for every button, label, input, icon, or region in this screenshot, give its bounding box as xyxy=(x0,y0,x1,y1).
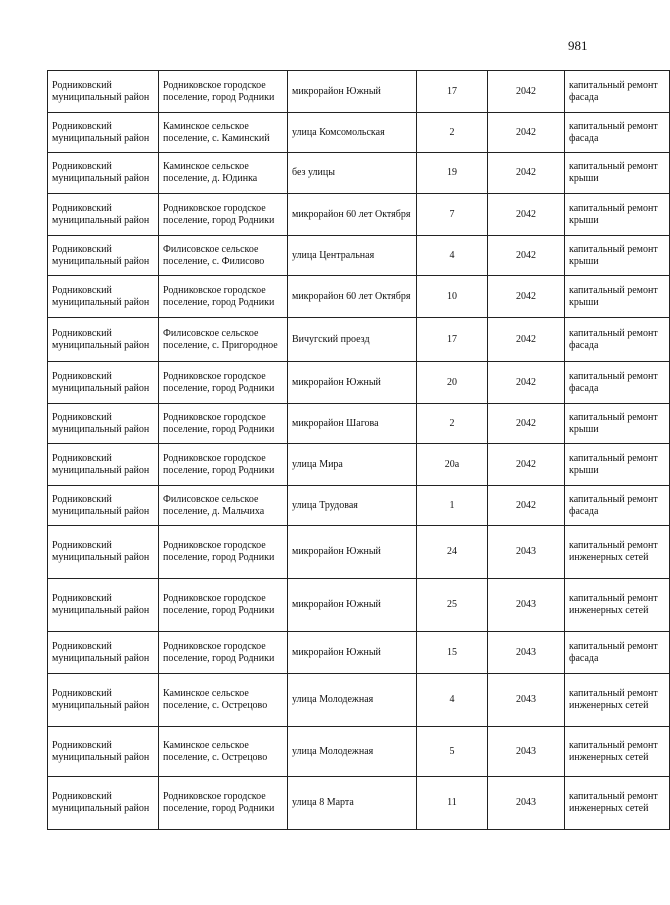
settlement-cell: Родниковское городское поселение, город Родники xyxy=(159,404,288,444)
table-row xyxy=(48,579,670,632)
work-type-cell: капитальный ремонт крыши xyxy=(565,276,670,318)
street-cell: улица Трудовая xyxy=(288,486,417,526)
district-cell: Родниковский муниципальный район xyxy=(48,727,159,777)
work-type-cell: капитальный ремонт фасада xyxy=(565,71,670,113)
street-cell: улица Комсомольская xyxy=(288,113,417,153)
year-cell: 2043 xyxy=(488,727,565,777)
district-cell: Родниковский муниципальный район xyxy=(48,362,159,404)
table-row xyxy=(48,727,670,777)
district-cell: Родниковский муниципальный район xyxy=(48,674,159,727)
year-cell: 2042 xyxy=(488,362,565,404)
house-number-cell: 17 xyxy=(417,318,488,362)
table-row xyxy=(48,194,670,236)
year-cell: 2042 xyxy=(488,486,565,526)
district-cell: Родниковский муниципальный район xyxy=(48,194,159,236)
district-cell: Родниковский муниципальный район xyxy=(48,444,159,486)
year-cell: 2042 xyxy=(488,113,565,153)
house-number-cell: 10 xyxy=(417,276,488,318)
table-row xyxy=(48,362,670,404)
house-number-cell: 25 xyxy=(417,579,488,632)
district-cell: Родниковский муниципальный район xyxy=(48,486,159,526)
house-number-cell: 2 xyxy=(417,404,488,444)
house-number-cell: 4 xyxy=(417,236,488,276)
settlement-cell: Родниковское городское поселение, город Родники xyxy=(159,71,288,113)
settlement-cell: Каминское сельское поселение, с. Острецово xyxy=(159,727,288,777)
street-cell: без улицы xyxy=(288,153,417,194)
work-type-cell: капитальный ремонт крыши xyxy=(565,153,670,194)
district-cell: Родниковский муниципальный район xyxy=(48,632,159,674)
house-number-cell: 5 xyxy=(417,727,488,777)
table-row xyxy=(48,71,670,113)
repair-schedule-table xyxy=(47,70,670,830)
house-number-cell: 24 xyxy=(417,526,488,579)
house-number-cell: 7 xyxy=(417,194,488,236)
work-type-cell: капитальный ремонт фасада xyxy=(565,362,670,404)
settlement-cell: Филисовское сельское поселение, с. Филисово xyxy=(159,236,288,276)
work-type-cell: капитальный ремонт инженерных сетей xyxy=(565,674,670,727)
work-type-cell: капитальный ремонт крыши xyxy=(565,194,670,236)
work-type-cell: капитальный ремонт фасада xyxy=(565,632,670,674)
table-row xyxy=(48,318,670,362)
year-cell: 2042 xyxy=(488,444,565,486)
street-cell: микрорайон 60 лет Октября xyxy=(288,194,417,236)
year-cell: 2042 xyxy=(488,194,565,236)
settlement-cell: Родниковское городское поселение, город Родники xyxy=(159,579,288,632)
table-row xyxy=(48,113,670,153)
settlement-cell: Родниковское городское поселение, город Родники xyxy=(159,194,288,236)
street-cell: микрорайон Южный xyxy=(288,71,417,113)
street-cell: микрорайон Южный xyxy=(288,632,417,674)
settlement-cell: Филисовское сельское поселение, д. Мальчиха xyxy=(159,486,288,526)
table-row xyxy=(48,276,670,318)
year-cell: 2043 xyxy=(488,526,565,579)
settlement-cell: Родниковское городское поселение, город Родники xyxy=(159,444,288,486)
settlement-cell: Родниковское городское поселение, город Родники xyxy=(159,362,288,404)
year-cell: 2043 xyxy=(488,777,565,830)
house-number-cell: 2 xyxy=(417,113,488,153)
year-cell: 2042 xyxy=(488,318,565,362)
street-cell: микрорайон 60 лет Октября xyxy=(288,276,417,318)
district-cell: Родниковский муниципальный район xyxy=(48,153,159,194)
district-cell: Родниковский муниципальный район xyxy=(48,777,159,830)
house-number-cell: 19 xyxy=(417,153,488,194)
house-number-cell: 11 xyxy=(417,777,488,830)
year-cell: 2042 xyxy=(488,276,565,318)
settlement-cell: Каминское сельское поселение, с. Острецово xyxy=(159,674,288,727)
district-cell: Родниковский муниципальный район xyxy=(48,276,159,318)
table-row xyxy=(48,444,670,486)
year-cell: 2042 xyxy=(488,236,565,276)
table-row xyxy=(48,236,670,276)
house-number-cell: 20а xyxy=(417,444,488,486)
settlement-cell: Каминское сельское поселение, д. Юдинка xyxy=(159,153,288,194)
street-cell: микрорайон Шагова xyxy=(288,404,417,444)
year-cell: 2043 xyxy=(488,674,565,727)
work-type-cell: капитальный ремонт крыши xyxy=(565,444,670,486)
district-cell: Родниковский муниципальный район xyxy=(48,236,159,276)
settlement-cell: Родниковское городское поселение, город Родники xyxy=(159,276,288,318)
settlement-cell: Каминское сельское поселение, с. Каминский xyxy=(159,113,288,153)
table-row xyxy=(48,404,670,444)
settlement-cell: Родниковское городское поселение, город Родники xyxy=(159,632,288,674)
street-cell: микрорайон Южный xyxy=(288,579,417,632)
work-type-cell: капитальный ремонт инженерных сетей xyxy=(565,579,670,632)
table-body xyxy=(48,71,670,830)
work-type-cell: капитальный ремонт крыши xyxy=(565,404,670,444)
table-row xyxy=(48,674,670,727)
work-type-cell: капитальный ремонт фасада xyxy=(565,486,670,526)
settlement-cell: Филисовское сельское поселение, с. Пригородное xyxy=(159,318,288,362)
page-number: 981 xyxy=(568,38,588,53)
year-cell: 2043 xyxy=(488,632,565,674)
house-number-cell: 1 xyxy=(417,486,488,526)
street-cell: улица Центральная xyxy=(288,236,417,276)
year-cell: 2043 xyxy=(488,579,565,632)
year-cell: 2042 xyxy=(488,153,565,194)
year-cell: 2042 xyxy=(488,71,565,113)
street-cell: микрорайон Южный xyxy=(288,526,417,579)
house-number-cell: 20 xyxy=(417,362,488,404)
work-type-cell: капитальный ремонт инженерных сетей xyxy=(565,526,670,579)
district-cell: Родниковский муниципальный район xyxy=(48,579,159,632)
table-row xyxy=(48,486,670,526)
district-cell: Родниковский муниципальный район xyxy=(48,404,159,444)
district-cell: Родниковский муниципальный район xyxy=(48,526,159,579)
district-cell: Родниковский муниципальный район xyxy=(48,71,159,113)
house-number-cell: 4 xyxy=(417,674,488,727)
year-cell: 2042 xyxy=(488,404,565,444)
work-type-cell: капитальный ремонт фасада xyxy=(565,113,670,153)
street-cell: улица Мира xyxy=(288,444,417,486)
street-cell: улица Молодежная xyxy=(288,674,417,727)
table-row xyxy=(48,632,670,674)
work-type-cell: капитальный ремонт инженерных сетей xyxy=(565,727,670,777)
district-cell: Родниковский муниципальный район xyxy=(48,113,159,153)
house-number-cell: 15 xyxy=(417,632,488,674)
district-cell: Родниковский муниципальный район xyxy=(48,318,159,362)
table-row xyxy=(48,526,670,579)
table-row xyxy=(48,777,670,830)
work-type-cell: капитальный ремонт инженерных сетей xyxy=(565,777,670,830)
street-cell: микрорайон Южный xyxy=(288,362,417,404)
work-type-cell: капитальный ремонт крыши xyxy=(565,236,670,276)
street-cell: улица Молодежная xyxy=(288,727,417,777)
settlement-cell: Родниковское городское поселение, город Родники xyxy=(159,777,288,830)
house-number-cell: 17 xyxy=(417,71,488,113)
settlement-cell: Родниковское городское поселение, город Родники xyxy=(159,526,288,579)
work-type-cell: капитальный ремонт фасада xyxy=(565,318,670,362)
table-row xyxy=(48,153,670,194)
street-cell: улица 8 Марта xyxy=(288,777,417,830)
street-cell: Вичугский проезд xyxy=(288,318,417,362)
